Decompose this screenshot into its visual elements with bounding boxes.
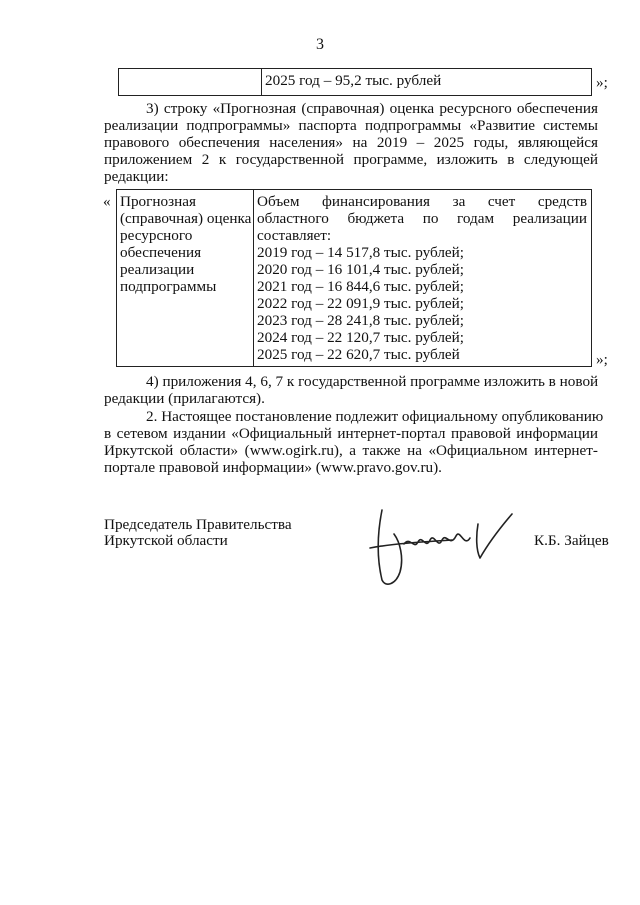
item3-line-3: правового обеспечения населения» на 2019 – 2025 годы, являющейся: [104, 134, 598, 151]
label-line: обеспечения: [120, 244, 202, 261]
item3-line-5: редакции:: [104, 168, 169, 185]
handwritten-signature: [360, 500, 520, 590]
value-line: 2024 год – 22 120,7 тыс. рублей;: [257, 329, 465, 346]
item3-line-4: приложением 2 к государственной программе, изложить в следующей: [104, 151, 598, 168]
item5-line-1: 2. Настоящее постановление подлежит официальному опубликованию: [146, 408, 604, 425]
table-cell-2025: 2025 год – 95,2 тыс. рублей: [262, 69, 592, 96]
value-line: областного бюджета по годам реализации: [257, 210, 587, 227]
item5-line-3: Иркутской области» (www.ogirk.ru), а также на «Официальном интернет-: [104, 442, 598, 459]
label-line: подпрограммы: [120, 278, 217, 295]
item5-line-2: в сетевом издании «Официальный интернет-портал правовой информации: [104, 425, 598, 442]
label-line: Прогнозная: [120, 193, 196, 210]
budget-table-tail: [118, 68, 592, 96]
page-number: 3: [316, 36, 324, 53]
opening-quote-2: «: [103, 193, 111, 210]
label-line: реализации: [120, 261, 195, 278]
value-line: 2020 год – 16 101,4 тыс. рублей;: [257, 261, 465, 278]
value-line: Объем финансирования за счет средств: [257, 193, 587, 210]
closing-quote-1: »;: [596, 74, 608, 91]
resource-table-label-cell: [117, 190, 254, 367]
value-line: 2022 год – 22 091,9 тыс. рублей;: [257, 295, 465, 312]
item4-line-1: 4) приложения 4, 6, 7 к государственной программе изложить в новой: [146, 373, 599, 390]
label-line: ресурсного: [120, 227, 193, 244]
signatory-name: К.Б. Зайцев: [534, 532, 609, 549]
resource-table-value-cell: [254, 190, 592, 367]
resource-table: [116, 189, 592, 367]
value-line: составляет:: [257, 227, 332, 244]
item3-line-2: реализации подпрограммы» паспорта подпрограммы «Развитие системы: [104, 117, 598, 134]
table-cell-empty: [119, 69, 262, 96]
value-line: 2021 год – 16 844,6 тыс. рублей;: [257, 278, 465, 295]
item5-line-4: портале правовой информации» (www.pravo.gov.ru).: [104, 459, 442, 476]
item4-line-2: редакции (прилагаются).: [104, 390, 265, 407]
label-line: (справочная) оценка: [120, 210, 252, 227]
closing-quote-2: »;: [596, 351, 608, 368]
signatory-title-line2: Иркутской области: [104, 532, 228, 549]
value-line: 2023 год – 28 241,8 тыс. рублей;: [257, 312, 465, 329]
value-line: 2019 год – 14 517,8 тыс. рублей;: [257, 244, 465, 261]
value-line: 2025 год – 22 620,7 тыс. рублей: [257, 346, 460, 363]
item3-line-1: 3) строку «Прогнозная (справочная) оценка ресурсного обеспечения: [146, 100, 598, 117]
signatory-title-line1: Председатель Правительства: [104, 516, 292, 533]
